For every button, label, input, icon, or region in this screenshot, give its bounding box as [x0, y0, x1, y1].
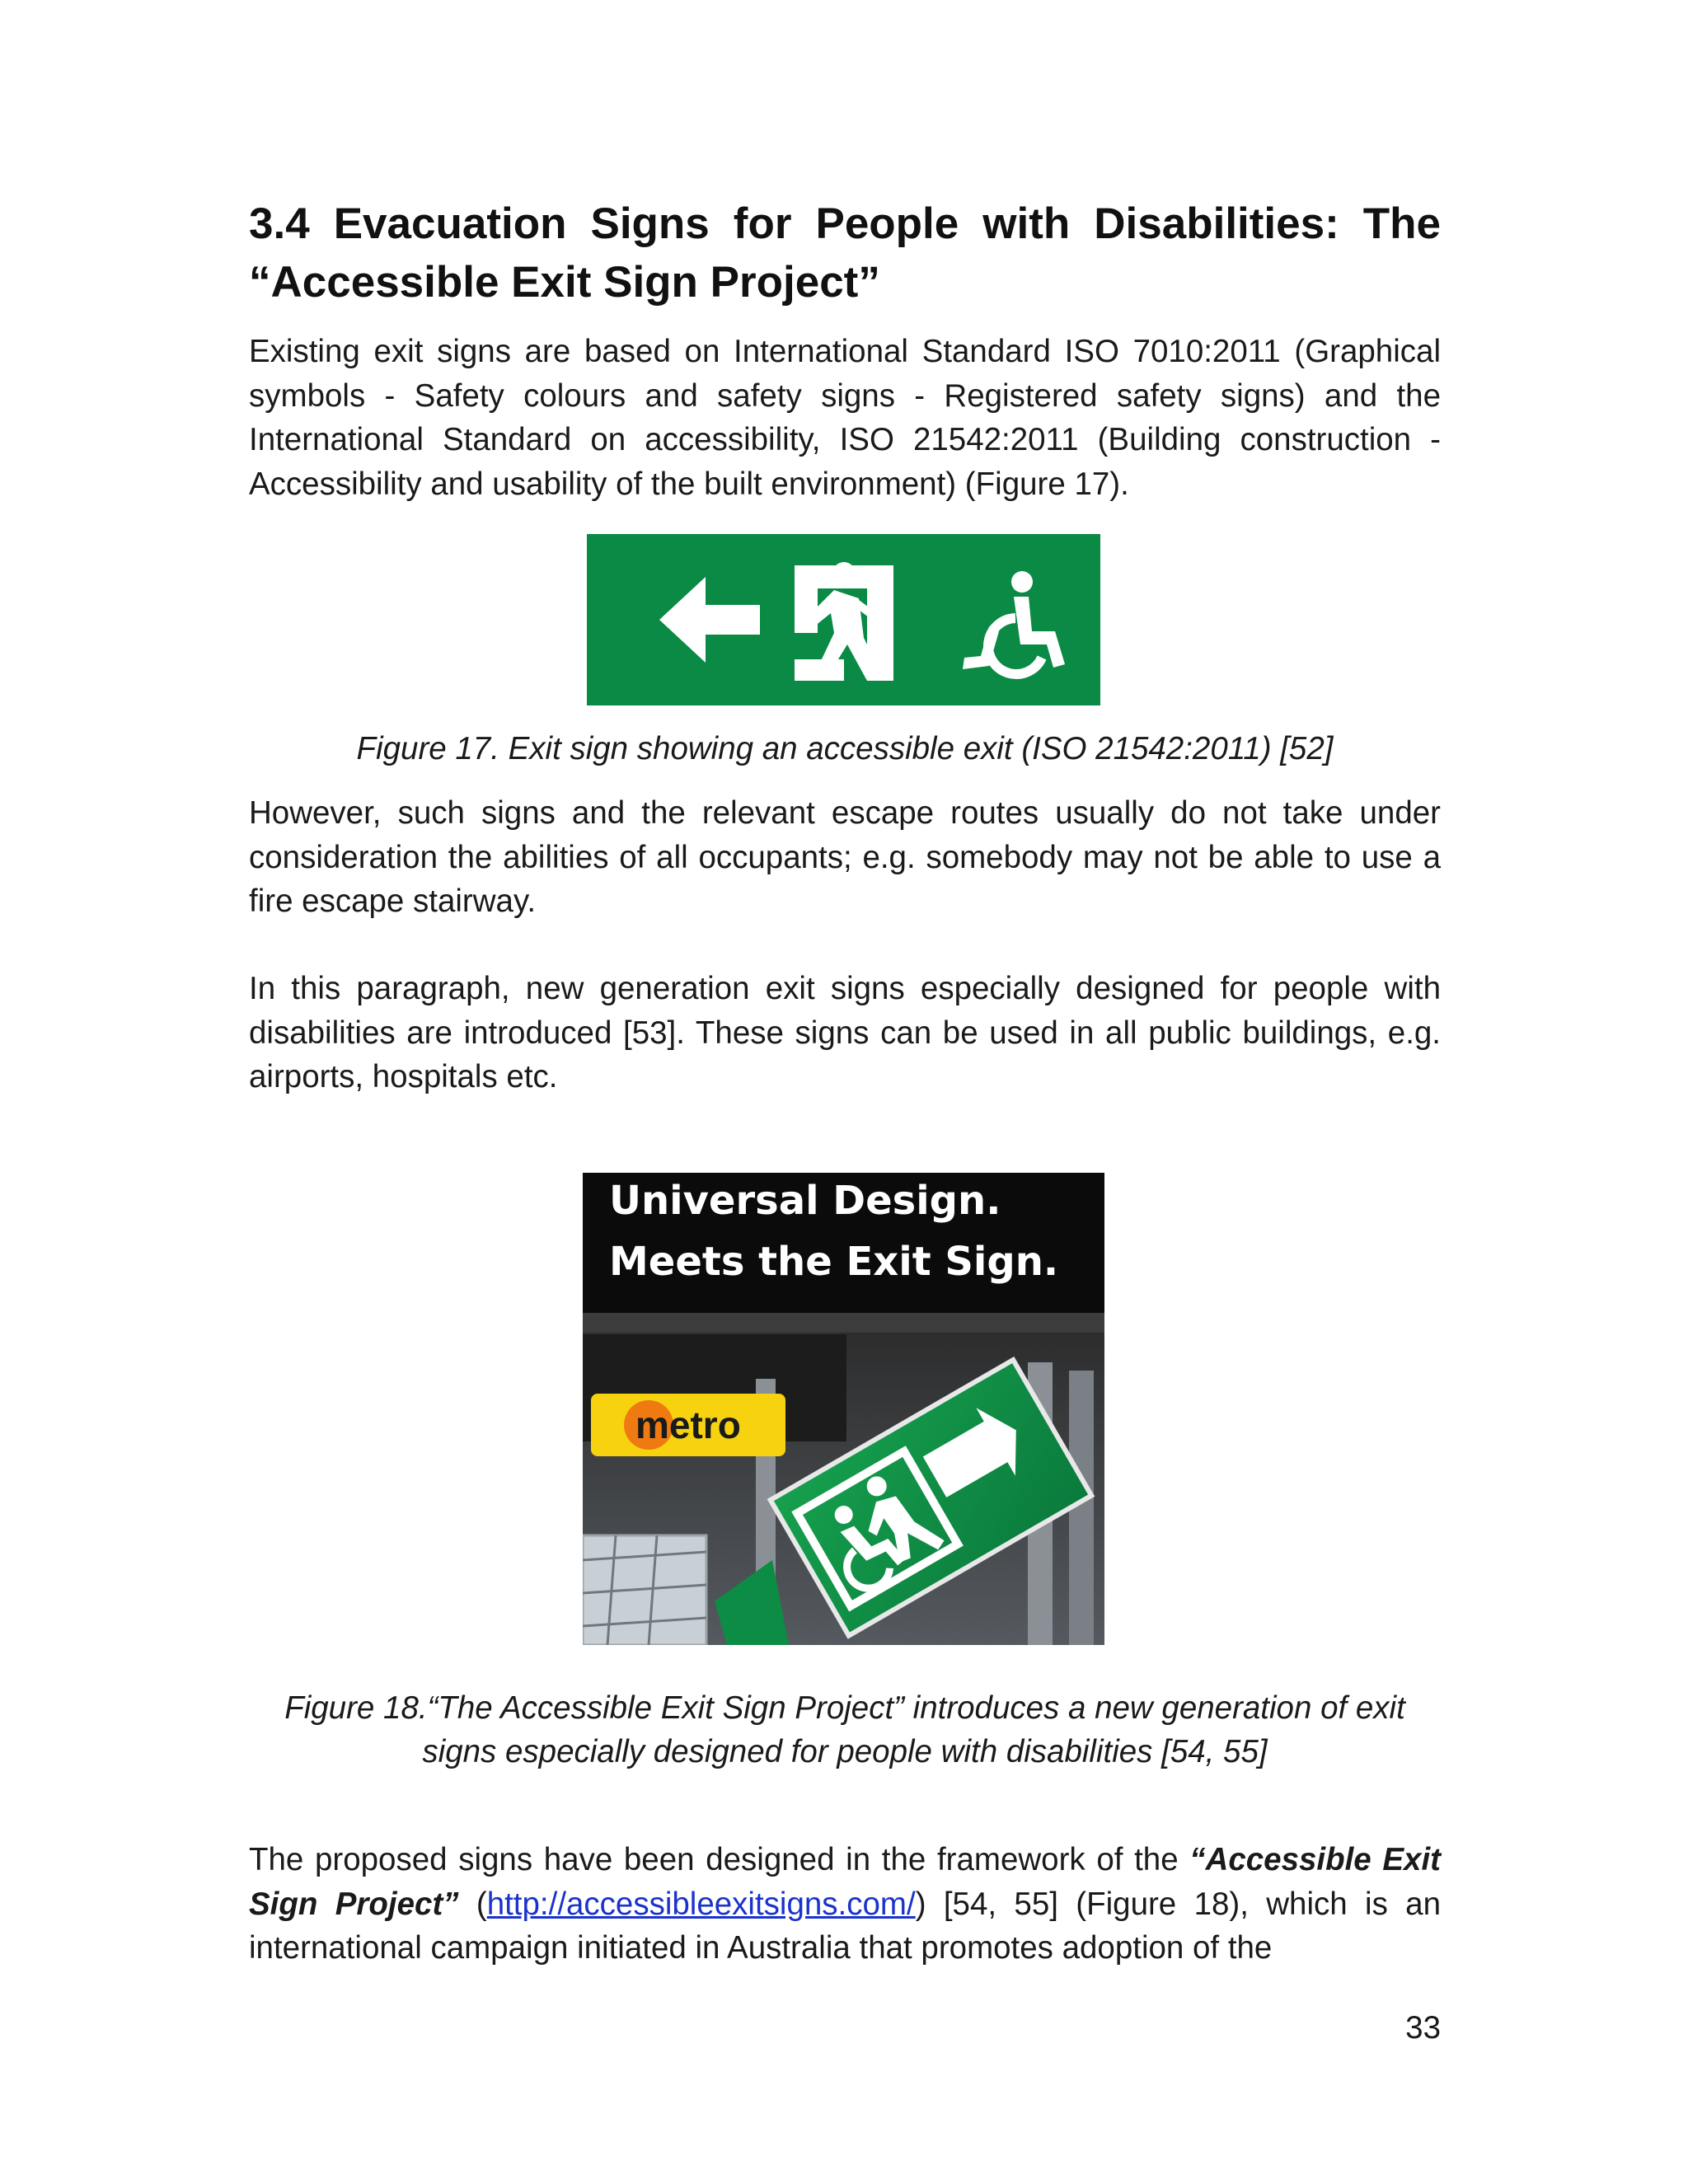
paren-open: ( — [458, 1886, 487, 1922]
project-website-link[interactable]: http://accessibleexitsigns.com/ — [486, 1886, 916, 1922]
running-man-door-icon — [795, 562, 893, 681]
metro-label: metro — [635, 1404, 741, 1446]
page-number: 33 — [1405, 2010, 1441, 2046]
project-name: “Accessible Exit Sign Project” — [249, 1842, 1441, 1922]
figure-18-caption-line2: signs especially designed for people with disabilities [54, 55] — [422, 1734, 1268, 1769]
exit-sign-graphic — [587, 534, 1100, 705]
figure-18-caption-line1: Figure 18.“The Accessible Exit Sign Project” introduces a new generation of exit — [284, 1690, 1405, 1726]
poster-headline-2: Meets the Exit Sign. — [609, 1239, 1059, 1285]
paragraph-new-generation: In this paragraph, new generation exit signs especially designed for people with disabilities are introduced [53]. These signs can be used in all public buildings, e.g. airports, hospitals etc. — [249, 971, 1441, 1094]
paragraph-tail: ) [54, 55] (Figure 18), which is an international campaign initiated in Australia that promotes adoption of the — [249, 1886, 1441, 1966]
figure-17-exit-sign — [587, 534, 1100, 705]
paragraph-lead: The proposed signs have been designed in the framework of the — [249, 1842, 1190, 1877]
paragraph-escape-routes: However, such signs and the relevant escape routes usually do not take under consideration the abilities of all occupants; e.g. somebody may not be able to use a fire escape stairway. — [249, 795, 1441, 919]
figure-18-poster — [583, 1173, 1104, 1645]
paragraph-accessible-exit-project — [249, 1838, 1441, 1971]
paragraph-iso-standards: Existing exit signs are based on International Standard ISO 7010:2011 (Graphical symbols - Safety colours and safety signs - Registered safety signs) and the International Standard on accessibility, ISO 21542:2011 (Building construction - Accessibility and usability of the built environment) (Figure 17). — [249, 334, 1441, 502]
figure-17-caption: Figure 17. Exit sign showing an accessible exit (ISO 21542:2011) [52] — [356, 731, 1334, 766]
poster-graphic — [583, 1173, 1104, 1645]
poster-headline-1: Universal Design. — [609, 1178, 1001, 1224]
section-title: 3.4 Evacuation Signs for People with Disabilities: The “Accessible Exit Sign Project” — [249, 199, 1441, 307]
